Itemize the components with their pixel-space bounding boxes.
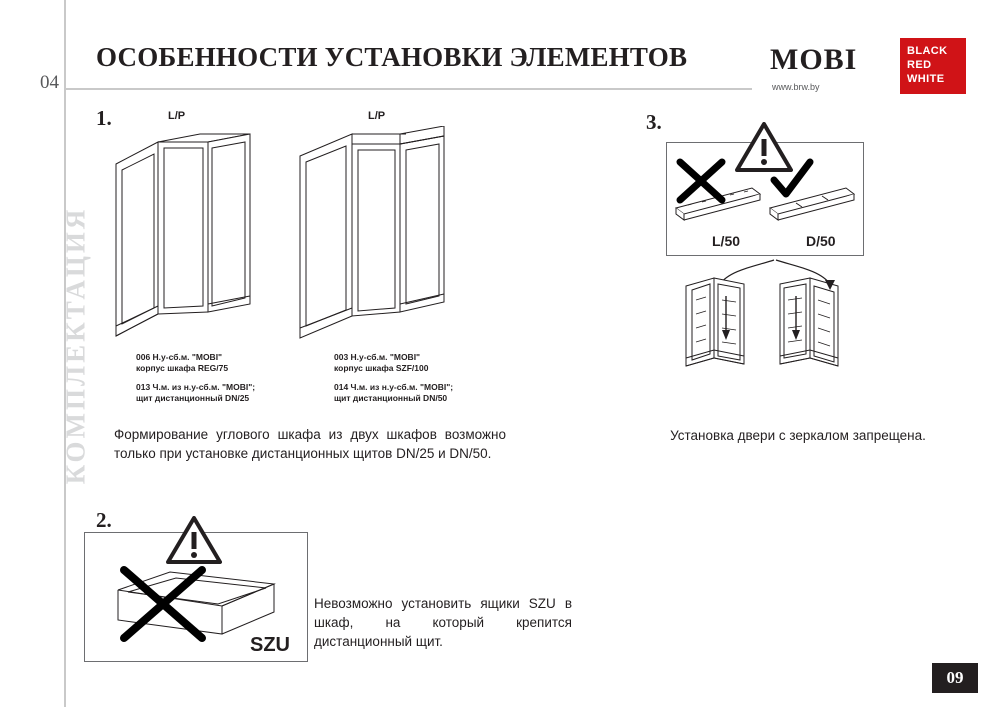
wardrobe-diagram-left — [112, 126, 272, 346]
corner-wardrobe-left — [680, 274, 770, 378]
brw-badge — [900, 38, 966, 94]
wardrobe-diagram-right — [296, 126, 471, 346]
step-1-number: 1. — [96, 106, 112, 130]
brw-line-1: BLACK — [907, 45, 948, 57]
right-panel-label: D/50 — [806, 233, 836, 249]
step-3-text: Установка двери с зеркалом запрещена. — [670, 428, 926, 443]
step-1-left-caption-1: 006 Н.у-сб.м. "MOBI" — [136, 352, 223, 362]
step-1-right-caption-1: 003 Н.у-сб.м. "MOBI" — [334, 352, 421, 362]
logo-block — [770, 38, 970, 100]
page-title: ОСОБЕННОСТИ УСТАНОВКИ ЭЛЕМЕНТОВ — [96, 42, 688, 72]
brand-name: MOBI — [770, 43, 858, 76]
brand-url: www.brw.by — [772, 82, 820, 92]
step-1-right-caption-4: щит дистанционный DN/50 — [334, 393, 448, 403]
brw-line-2: RED — [907, 59, 932, 71]
step-1-right-caption-3: 014 Ч.м. из н.у-сб.м. "MOBI"; — [334, 382, 454, 392]
title-underline — [64, 88, 752, 90]
step-1-left-caption-4: щит дистанционный DN/25 — [136, 393, 250, 403]
step-3-number: 3. — [646, 110, 662, 134]
step-1-right-lp-label: L/P — [368, 110, 386, 122]
page-number-top: 04 — [40, 72, 59, 93]
warning-triangle-icon — [166, 516, 222, 566]
step-1-left-lp-label: L/P — [168, 110, 186, 122]
left-panel-label: L/50 — [712, 233, 741, 249]
page-number-badge: 09 — [932, 663, 978, 693]
corner-wardrobe-right — [774, 274, 864, 378]
step-2-text: Невозможно установить ящики SZU в шкаф, на который крепится дистанционный щит. — [314, 596, 572, 649]
brw-line-3: WHITE — [907, 73, 945, 85]
sidebar-section-label: КОМПЛЕКТАЦИЯ — [60, 206, 91, 485]
forbidden-cross-icon — [672, 156, 732, 206]
check-mark-icon — [768, 156, 816, 204]
szu-label: SZU — [250, 634, 290, 656]
step-1-right-caption-2: корпус шкафа SZF/100 — [334, 363, 429, 373]
step-1-left-caption-2: корпус шкафа REG/75 — [136, 363, 229, 373]
step-2-number: 2. — [96, 508, 112, 532]
step-1-left-caption-3: 013 Ч.м. из н.у-сб.м. "MOBI"; — [136, 382, 256, 392]
step-1-text: Формирование углового шкафа из двух шкафов возможно только при установке дистанционных щитов DN/25 и DN/50. — [114, 427, 506, 461]
